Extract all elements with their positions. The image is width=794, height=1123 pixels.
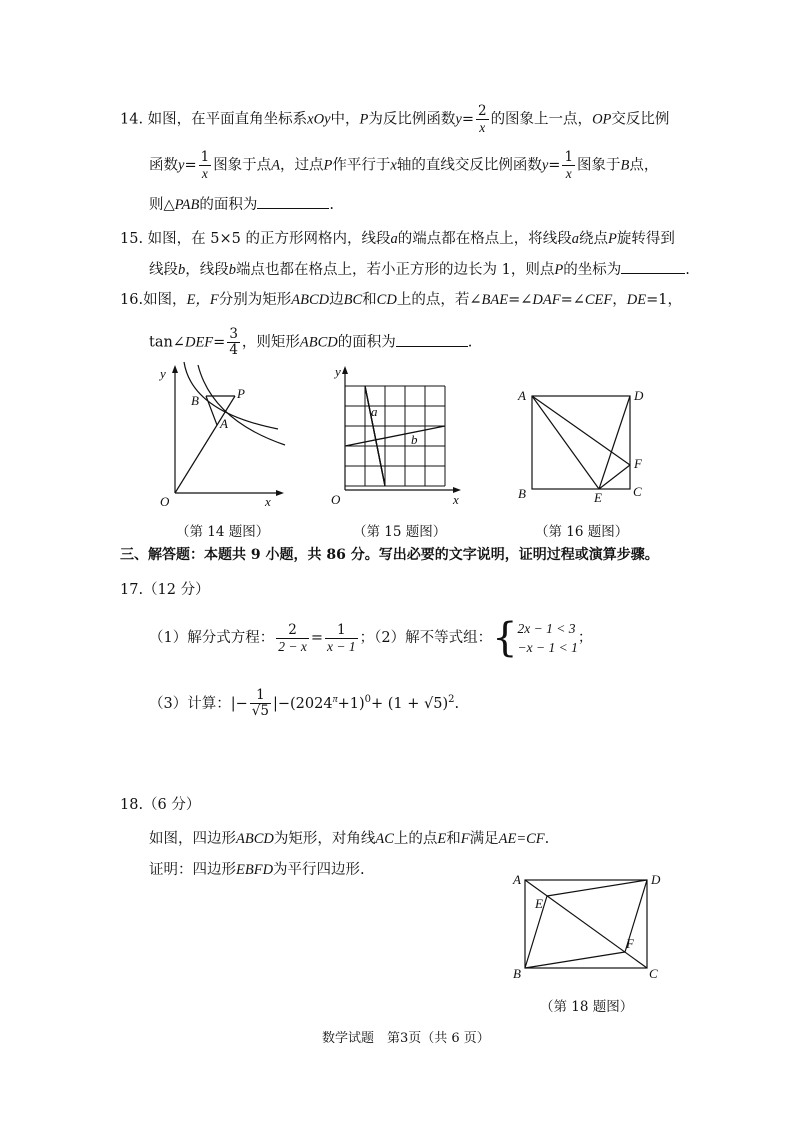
q14-var: y <box>455 111 462 128</box>
section-3-title: 三、解答题：本题共 9 小题，共 86 分。写出必要的文字说明，证明过程或演算步骤。 <box>120 547 659 563</box>
q15-var: P <box>608 231 617 247</box>
q16-text: = <box>213 334 226 351</box>
label-a: a <box>371 404 378 419</box>
segment-aux <box>365 386 385 486</box>
label-a: A <box>220 416 228 431</box>
label-e: E <box>535 896 543 911</box>
q18-line2 <box>149 860 365 880</box>
figure-18 <box>505 868 670 983</box>
q14-text: 中， <box>330 111 360 128</box>
q16-text: =∠ <box>508 292 533 308</box>
q16-text: ， <box>612 292 627 308</box>
segment-b <box>345 426 445 446</box>
q16-var: DAF <box>532 292 561 308</box>
q18-text: 和 <box>446 831 461 847</box>
q14-text: 为反比例函数 <box>368 111 456 128</box>
label-c: C <box>633 484 642 499</box>
x-axis-arrow <box>276 490 284 496</box>
q17-text: = <box>310 630 323 646</box>
q14-answer-blank[interactable] <box>257 194 329 209</box>
q14-var: A <box>271 157 281 174</box>
q14-var: PAB <box>174 197 200 213</box>
q16-var: CEF <box>584 292 613 308</box>
q16-var: ABCD <box>291 292 330 308</box>
rectangle-abcd <box>532 396 630 489</box>
denominator: x <box>565 166 572 181</box>
q15-answer-blank[interactable] <box>621 259 685 274</box>
q14-text: 如图，在平面直角坐标系 <box>147 111 308 128</box>
q16-text: 和 <box>362 292 377 308</box>
figure-16 <box>512 382 652 507</box>
numerator: 3 <box>229 326 238 342</box>
q15-text: 的端点都在格点上，将线段 <box>397 231 572 247</box>
q16-fraction-3-over-4 <box>227 327 240 358</box>
q17-fraction-left <box>276 623 309 654</box>
q18-var: AC <box>375 831 394 847</box>
q16-text: =1， <box>646 292 682 308</box>
q15-var: a <box>571 231 579 247</box>
label-x: x <box>453 492 459 507</box>
q16-line1 <box>120 290 682 310</box>
q14-text: 交反比例 <box>611 111 670 128</box>
q14-text: = <box>184 157 197 174</box>
figure-16-caption: （第 16 题图） <box>535 524 629 540</box>
figure-14 <box>150 360 290 510</box>
q16-text: . <box>467 334 473 351</box>
page-footer: 数学试题 第3页（共 6 页） <box>322 1031 490 1046</box>
q16-text: =∠ <box>560 292 585 308</box>
q16-var: BAE <box>481 292 509 308</box>
q15-text: 如图，在 5×5 的正方形网格内，线段 <box>147 231 391 247</box>
q14-text: ，过点 <box>280 157 324 174</box>
system-brace: { <box>492 615 518 661</box>
label-o: O <box>331 492 341 507</box>
q14-text: 则△ <box>149 197 175 213</box>
numerator: 1 <box>200 149 210 165</box>
q16-text: 边 <box>329 292 344 308</box>
q18-var: ABCD <box>236 831 274 847</box>
q14-var: P <box>323 157 333 174</box>
q14-text: 函数 <box>149 157 178 174</box>
q17-text: |−(2024 <box>272 695 333 712</box>
q14-var: P <box>359 111 369 128</box>
q18-text: 如图，四边形 <box>149 831 236 847</box>
q18-text: 证明：四边形 <box>149 862 236 878</box>
label-a: A <box>518 388 526 403</box>
q16-text: 的面积为 <box>337 334 396 351</box>
label-a: A <box>513 872 521 887</box>
label-d: D <box>651 872 661 887</box>
segment-op <box>175 396 235 493</box>
q18-text: 满足 <box>469 831 499 847</box>
q16-text: 上的点，若∠ <box>396 292 482 308</box>
y-axis-arrow <box>172 365 178 373</box>
q14-fraction-1-over-x <box>562 150 575 181</box>
figure-14-caption: （第 14 题图） <box>176 524 270 540</box>
q14-text: . <box>329 197 334 213</box>
label-f: F <box>634 456 642 471</box>
q17-heading: 17.（12 分） <box>120 582 210 598</box>
denominator: √5 <box>251 703 269 720</box>
q14-line1 <box>120 104 669 135</box>
q15-var: a <box>390 231 398 247</box>
q17-superscript: 0 <box>364 694 372 705</box>
label-d: D <box>634 388 644 403</box>
q18-text: 上的点 <box>393 831 438 847</box>
q17-fraction-right <box>325 623 358 654</box>
q14-text: 轴的直线交反比例函数 <box>396 157 542 174</box>
q16-var: BC <box>343 292 363 308</box>
figure-15 <box>325 362 470 507</box>
q15-text: 的坐标为 <box>563 262 622 278</box>
q14-text: = <box>548 157 561 174</box>
q14-text: 的面积为 <box>199 197 258 213</box>
figure-15-caption: （第 15 题图） <box>353 524 447 540</box>
q17-part3 <box>149 680 459 724</box>
q17-text: ； <box>577 630 593 646</box>
q15-text: 线段 <box>149 262 178 278</box>
q16-line2 <box>149 327 472 358</box>
label-y: y <box>160 366 166 381</box>
q17-text: +1) <box>337 695 365 712</box>
q14-fraction-2-over-x <box>476 104 489 135</box>
inequality-2: −x − 1 < 1 <box>517 640 578 655</box>
numerator: 2 <box>477 103 487 119</box>
q15-text: ，线段 <box>185 262 229 278</box>
label-b: b <box>411 432 418 447</box>
segment-ef <box>599 465 630 489</box>
q17-text: + (1 + √5) <box>371 695 449 712</box>
label-x: x <box>265 494 271 509</box>
q15-text: 旋转得到 <box>616 231 675 247</box>
inequality-system <box>518 619 578 657</box>
denominator: 2 − x <box>278 638 307 654</box>
q15-var: P <box>554 262 564 278</box>
q17-text: （1）解分式方程： <box>149 630 275 646</box>
denominator: x − 1 <box>327 638 356 654</box>
q15-text: 端点也都在格点上，若小正方形的边长为 1，则点 <box>236 262 555 278</box>
segment-af <box>532 396 630 465</box>
q18-var: E <box>437 831 447 847</box>
q16-text: tan∠ <box>149 334 185 351</box>
q18-text: 为平行四边形. <box>273 862 365 878</box>
q14-text: 点， <box>629 157 659 174</box>
segment-de <box>599 396 630 489</box>
denominator: x <box>201 166 208 181</box>
segment-ed <box>547 880 647 896</box>
q14-var: OP <box>592 111 612 128</box>
q18-line1 <box>149 829 549 849</box>
q16-var: E，F <box>186 292 219 308</box>
q15-text: . <box>685 262 690 278</box>
denominator: 4 <box>229 342 238 358</box>
q18-var: AE=CF <box>498 831 545 847</box>
numerator: 2 <box>276 623 309 639</box>
label-o: O <box>160 494 170 509</box>
q16-var: CD <box>376 292 397 308</box>
q16-text: ，则矩形 <box>241 334 300 351</box>
q14-var: xOy <box>307 111 331 128</box>
numerator: 1 <box>250 688 271 704</box>
q14-number: 14. <box>120 111 144 128</box>
q15-number: 15. <box>120 231 144 247</box>
q14-var: B <box>620 157 630 174</box>
label-c: C <box>649 966 658 981</box>
q17-text: . <box>454 695 460 712</box>
q16-var: DEF <box>184 334 214 351</box>
q14-text: 的图象上一点， <box>490 111 593 128</box>
segment-ae <box>532 396 599 489</box>
inequality-1: 2x − 1 < 3 <box>517 621 576 636</box>
y-axis-arrow <box>342 366 348 374</box>
q15-line2 <box>149 259 690 280</box>
label-y: y <box>335 364 341 379</box>
q14-text: 作平行于 <box>332 157 391 174</box>
q18-heading: 18.（6 分） <box>120 797 201 813</box>
segment-fb <box>525 952 625 968</box>
diagonal-ac <box>525 880 647 968</box>
q16-var: ABCD <box>299 334 338 351</box>
numerator: 1 <box>564 149 574 165</box>
q18-var: EBFD <box>236 862 274 878</box>
q14-text: 图象于 <box>577 157 621 174</box>
label-p: P <box>237 386 245 401</box>
q17-text: （3）计算： <box>149 695 231 712</box>
q17-part1-2 <box>149 615 593 661</box>
label-f: F <box>626 936 634 951</box>
q18-var: F <box>460 831 470 847</box>
q18-text: 为矩形，对角线 <box>273 831 376 847</box>
q14-var: x <box>390 157 397 174</box>
q17-superscript: 2 <box>448 694 455 705</box>
q15-text: 绕点 <box>579 231 608 247</box>
q15-var: b <box>228 262 236 278</box>
q14-line2 <box>149 150 658 181</box>
numerator: 1 <box>325 623 358 639</box>
label-b: B <box>518 486 526 501</box>
q17-superscript: π <box>332 694 338 705</box>
q15-var: b <box>178 262 186 278</box>
q16-text: 分别为矩形 <box>218 292 292 308</box>
curve-y-2-over-x <box>198 365 285 445</box>
q14-text: = <box>461 111 474 128</box>
q16-answer-blank[interactable] <box>396 332 468 347</box>
q14-var: y <box>178 157 185 174</box>
q17-fraction-1-over-sqrt5 <box>250 688 271 719</box>
q15-line1 <box>120 229 675 249</box>
q16-text: 如图， <box>143 292 187 308</box>
q18-text: . <box>544 831 550 847</box>
label-e: E <box>594 490 602 505</box>
q14-var: y <box>541 157 549 174</box>
q14-fraction-1-over-x <box>199 150 212 181</box>
label-b: B <box>191 393 199 408</box>
q14-line3 <box>149 194 334 215</box>
q17-text: ；（2）解不等式组： <box>359 630 493 646</box>
q14-text: 图象于点 <box>213 157 272 174</box>
figure-18-caption: （第 18 题图） <box>540 999 634 1015</box>
q16-var: DE <box>626 292 647 308</box>
denominator: x <box>479 120 486 135</box>
q17-text: |− <box>230 695 248 712</box>
q16-number: 16. <box>120 292 144 308</box>
label-b: B <box>513 966 521 981</box>
